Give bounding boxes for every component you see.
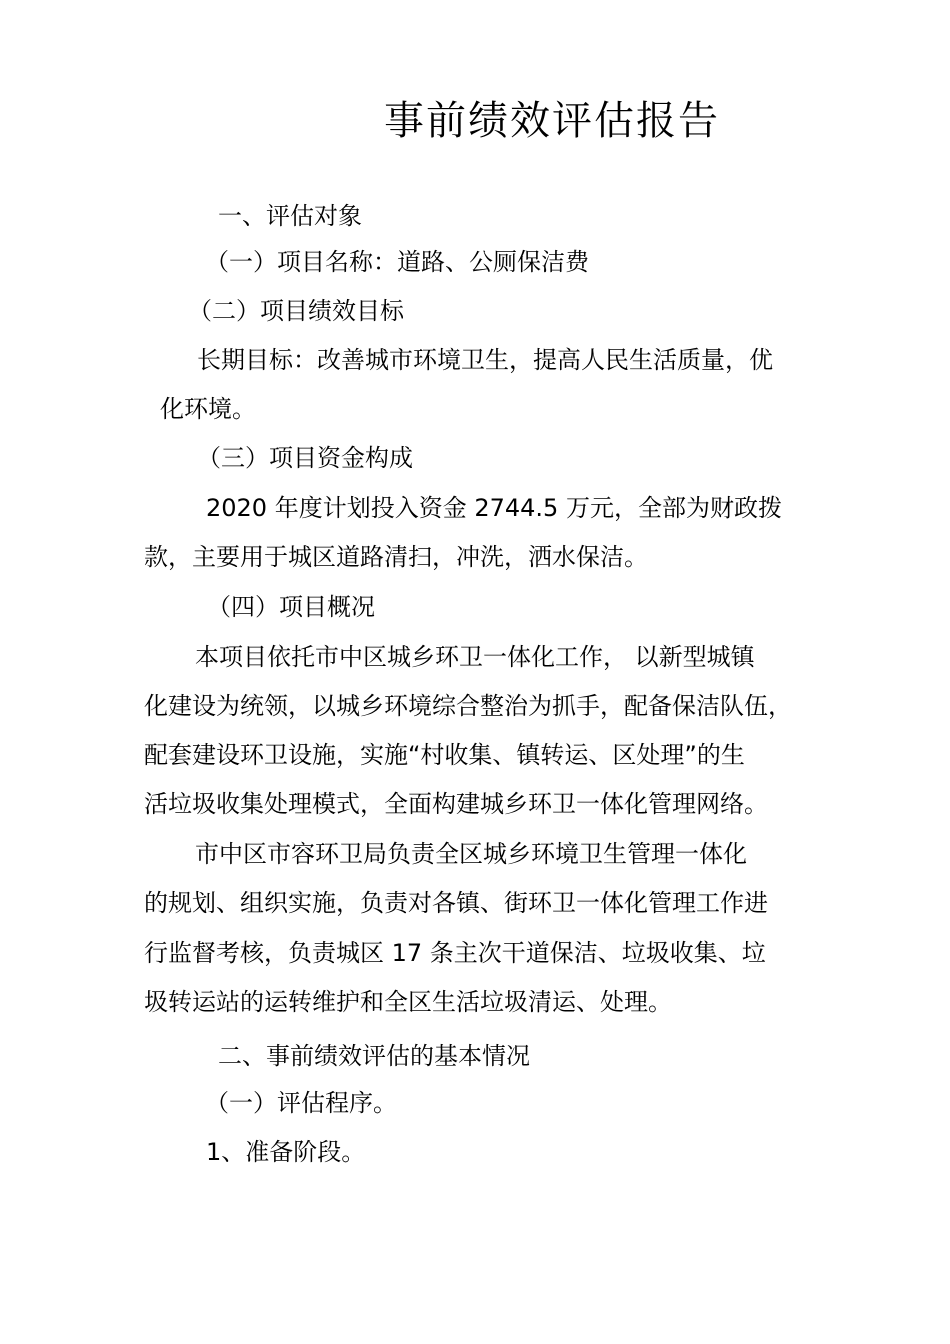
document-title: 事前绩效评估报告 bbox=[384, 98, 720, 144]
overview-paragraph-2-line-4: 圾转运站的运转维护和全区生活垃圾清运、处理。 bbox=[144, 988, 672, 1016]
heading-evaluation-object: 一、评估对象 bbox=[218, 202, 362, 230]
long-term-goal-line-1: 长期目标：改善城市环境卫生，提高人民生活质量，优 bbox=[197, 346, 773, 374]
funding-heading: （三）项目资金构成 bbox=[197, 444, 413, 472]
project-overview-heading: （四）项目概况 bbox=[207, 593, 375, 621]
overview-paragraph-2-line-3: 行监督考核，负责城区 17 条主次干道保洁、垃圾收集、垃 bbox=[144, 939, 766, 967]
long-term-goal-line-2: 化环境。 bbox=[160, 395, 256, 423]
project-goal-heading: （二）项目绩效目标 bbox=[188, 297, 404, 325]
overview-paragraph-2-line-2: 的规划、组织实施，负责对各镇、街环卫一体化管理工作进 bbox=[144, 889, 768, 917]
evaluation-procedure-heading: （一）评估程序。 bbox=[205, 1089, 397, 1117]
overview-paragraph-1-line-1: 本项目依托市中区城乡环卫一体化工作， 以新型城镇 bbox=[195, 643, 755, 671]
preparation-stage-heading: 1、准备阶段。 bbox=[206, 1138, 366, 1166]
project-name-line: （一）项目名称：道路、公厕保洁费 bbox=[205, 248, 589, 276]
overview-paragraph-1-line-2: 化建设为统领，以城乡环境综合整治为抓手，配备保洁队伍， bbox=[144, 692, 792, 720]
overview-paragraph-1-line-4: 活垃圾收集处理模式，全面构建城乡环卫一体化管理网络。 bbox=[144, 790, 768, 818]
overview-paragraph-2-line-1: 市中区市容环卫局负责全区城乡环境卫生管理一体化 bbox=[195, 840, 747, 868]
funding-line-1: 2020 年度计划投入资金 2744.5 万元，全部为财政拨 bbox=[206, 494, 782, 522]
funding-line-2: 款，主要用于城区道路清扫，冲洗，洒水保洁。 bbox=[144, 543, 648, 571]
overview-paragraph-1-line-3: 配套建设环卫设施，实施“村收集、镇转运、区处理”的生 bbox=[144, 741, 745, 769]
section-two-heading: 二、事前绩效评估的基本情况 bbox=[218, 1042, 530, 1070]
